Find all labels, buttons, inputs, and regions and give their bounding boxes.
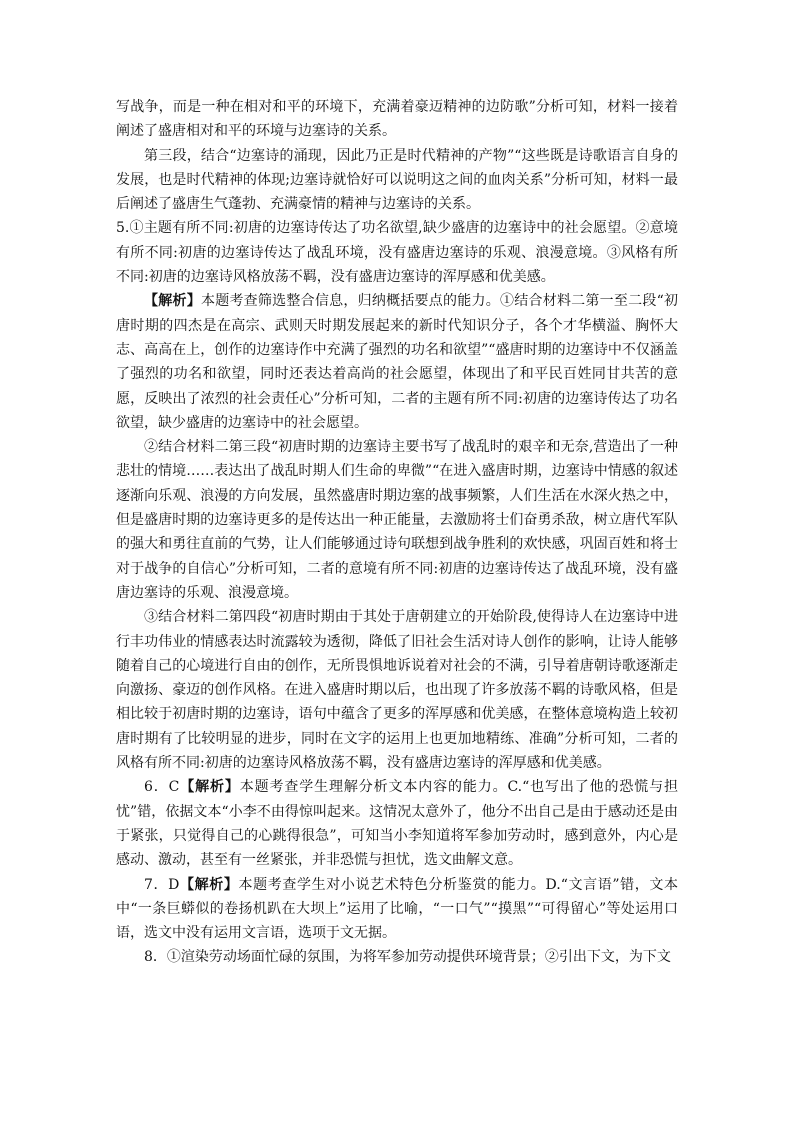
analysis-label: 【解析】 (179, 779, 240, 796)
answer-8 (116, 945, 678, 969)
analysis-5-part-3 (116, 605, 678, 775)
analysis-5-part-2-text: ②结合材料二第三段“初唐时期的边塞诗主要书写了战乱时的艰辛和无奈,营造出了一种悲壮的情境……表达出了战乱时期人们生命的卑微”“在进入盛唐时期，边塞诗中情感的叙述逐渐向乐观、浪漫的方向发展，虽然盛唐时期边塞的战事频繁，人们生活在水深火热之中，但是盛唐时期的边塞诗更多的是传达出一种正能量，去激励将士们奋勇杀敌，树立唐代军队的强大和勇往直前的气势，让人们能够通过诗句联想到战争胜利的欢快感，巩固百姓和将士对于战争的自信心”分析可知，二者的意境有所不同:初唐的边塞诗传达了战乱环境，没有盛唐边塞诗的乐观、浪漫意境。 (116, 439, 678, 601)
analysis-5-part-3-text: ③结合材料二第四段“初唐时期由于其处于唐朝建立的开始阶段,使得诗人在边塞诗中进行丰功伟业的情感表达时流露较为透彻，降低了旧社会生活对诗人创作的影响，让诗人能够随着自己的心境进行自由的创作，无所畏惧地诉说着对社会的不满，引导着唐朝诗歌逐渐走向激扬、豪迈的创作风格。在进入盛唐时期以后，也出现了许多放荡不羁的诗歌风格，但是相比较于初唐时期的边塞诗，语句中蕴含了更多的浑厚感和优美感，在整体意境构造上较初唐时期有了比较明显的进步，同时在文字的运用上也更加地精练、准确”分析可知，二者的风格有所不同:初唐的边塞诗风格放荡不羁，没有盛唐边塞诗的浑厚感和优美感。 (116, 609, 678, 772)
paragraph-2-text: 第三段，结合“边塞诗的涌现，因此乃正是时代精神的产物”“这些既是诗歌语言自身的发展，也是时代精神的体现;边塞诗就恰好可以说明这之间的血肉关系”分析可知，材料一最后阐述了盛唐生气蓬勃、充满豪情的精神与边塞诗的关系。 (116, 147, 678, 213)
paragraph-1-text: 写战争，而是一种在相对和平的环境下，充满着豪迈精神的边防歌”分析可知，材料一接着阐述了盛唐相对和平的环境与边塞诗的关系。 (116, 99, 678, 140)
answer-5 (116, 216, 678, 289)
answer-6-prefix: 6．C (144, 779, 180, 796)
answer-7-prefix: 7．D (144, 876, 180, 893)
document-page (116, 95, 678, 970)
answer-7-text: 本题考查学生对小说艺术特色分析鉴赏的能力。D.“文言语”错，文本中“一条巨蟒似的卷扬机趴在大坝上”运用了比喻，“一口气”“摸黑”“可得留心”等处运用口语，选文中没有运用文言语，选项于文无据。 (116, 876, 678, 942)
paragraph-2 (116, 144, 678, 217)
analysis-5-part-1-text: 本题考查筛选整合信息，归纳概括要点的能力。①结合材料二第一至二段“初唐时期的四杰是在高宗、武则天时期发展起来的新时代知识分子，各个才华横溢、胸怀大志、高高在上，创作的边塞诗作中充满了强烈的功名和欲望”“盛唐时期的边塞诗中不仅涵盖了强烈的功名和欲望，同时还表达着高尚的社会愿望，体现出了和平民百姓同甘共苦的意愿，反映出了浓烈的社会责任心”分析可知，二者的主题有所不同:初唐的边塞诗传达了功名欲望，缺少盛唐的边塞诗中的社会愿望。 (116, 293, 679, 431)
answer-6 (116, 775, 678, 872)
paragraph-1 (116, 95, 678, 144)
answer-8-text: 8．①渲染劳动场面忙碌的氛围，为将军参加劳动提供环境背景；②引出下文，为下文 (144, 949, 671, 966)
analysis-label: 【解析】 (144, 293, 201, 310)
answer-6-text: 本题考查学生理解分析文本内容的能力。C.“也写出了他的恐慌与担忧”错，依据文本“小李不由得惊叫起来。这情况太意外了，他分不出自己是由于感动还是由于紧张，只觉得自己的心跳得很急”，可知当小李知道将军参加劳动时，感到意外，内心是感动、激动，甚至有一丝紧张，并非恐慌与担忧，选文曲解文意。 (116, 779, 679, 869)
answer-5-text: 5.①主题有所不同:初唐的边塞诗传达了功名欲望,缺少盛唐的边塞诗中的社会愿望。②意境有所不同:初唐的边塞诗传达了战乱环境，没有盛唐边塞诗的乐观、浪漫意境。③风格有所不同:初唐的边塞诗风格放荡不羁，没有盛唐边塞诗的浑厚感和优美感。 (116, 220, 678, 286)
answer-7 (116, 873, 678, 946)
analysis-5-part-2 (116, 435, 678, 605)
analysis-5-part-1 (116, 289, 678, 435)
analysis-label: 【解析】 (179, 876, 239, 893)
